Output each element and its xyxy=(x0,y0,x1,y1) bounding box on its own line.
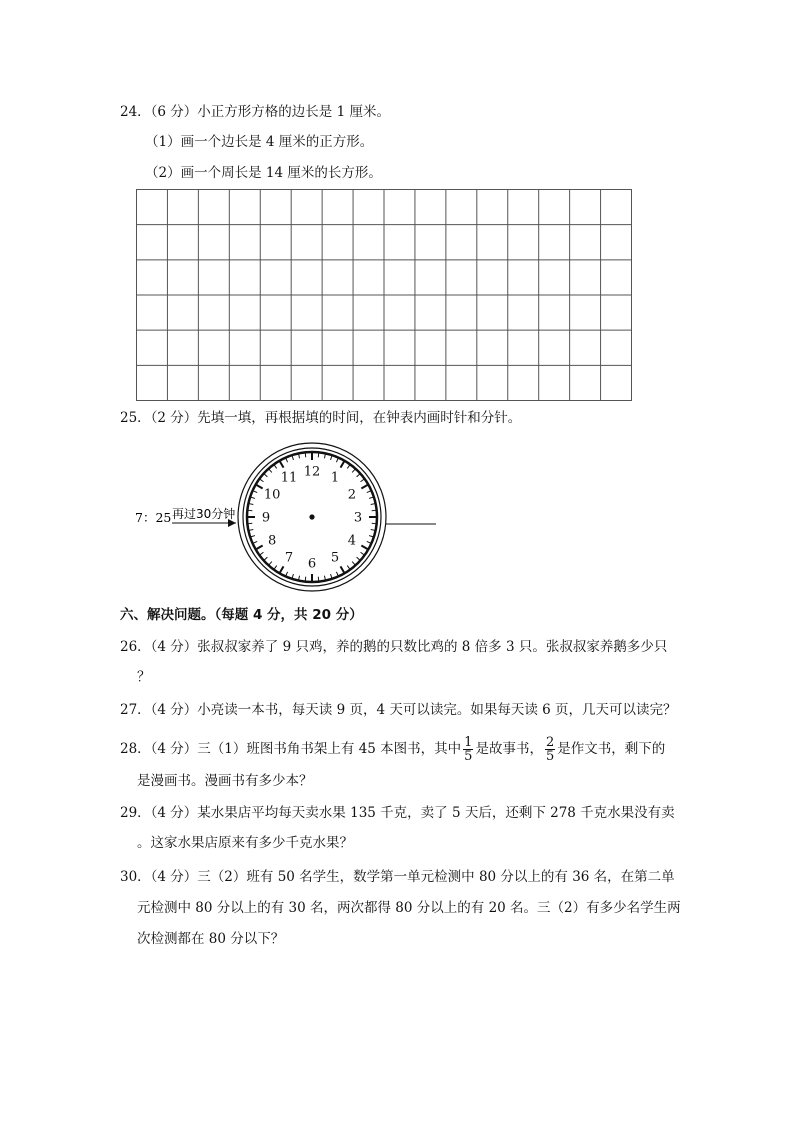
clock-number: 6 xyxy=(307,556,317,572)
clock-face[interactable] xyxy=(238,443,386,591)
q30-line3: 次检测都在 80 分以下？ xyxy=(137,931,285,947)
fraction-two-fifths: $\frac{2}{5}$ xyxy=(545,735,555,764)
q25-title: 25．（2 分）先填一填，再根据填的时间，在钟表内画时针和分针。 xyxy=(120,410,522,426)
clock-number: 11 xyxy=(280,470,298,486)
clock-number: 4 xyxy=(347,533,356,549)
clock-figure xyxy=(130,440,450,595)
clock-question xyxy=(130,440,450,595)
fraction-one-fifth: $\frac{1}{5}$ xyxy=(464,735,473,764)
clock-number: 3 xyxy=(353,510,363,526)
q24-sub2: （2）画一个周长是 14 厘米的长方形。 xyxy=(145,165,382,181)
q27-line1: 27．（4 分）小亮读一本书，每天读 9 页，4 天可以读完。如果每天读 6 页，几天可以读完？ xyxy=(120,702,677,718)
clock-number: 7 xyxy=(284,550,294,566)
q24-title: 24．（6 分）小正方形方格的边长是 1 厘米。 xyxy=(120,104,390,120)
q28-part-c: 是作文书，剩下的 xyxy=(557,741,666,757)
start-time-label: 7：25 xyxy=(135,510,172,525)
q26-line2: ？ xyxy=(137,669,151,685)
clock-number: 12 xyxy=(303,464,321,480)
clock-number: 1 xyxy=(330,470,340,486)
q28-line1 xyxy=(120,736,665,763)
q28-line2: 是漫画书。漫画书有多少本？ xyxy=(137,773,313,789)
q24-sub1: （1）画一个边长是 4 厘米的正方形。 xyxy=(145,134,374,150)
clock-number: 8 xyxy=(268,533,277,549)
q28-part-a: 28．（4 分）三（1）班图书角书架上有 45 本图书，其中 xyxy=(120,741,462,757)
clock-number: 9 xyxy=(261,510,271,526)
q28-part-b: 是故事书， xyxy=(475,741,543,757)
clock-center xyxy=(309,514,314,519)
arrow-label: 再过30分钟 xyxy=(172,507,236,521)
square-grid[interactable] xyxy=(136,189,632,401)
q29-line1: 29．（4 分）某水果店平均每天卖水果 135 千克，卖了 5 天后，还剩下 278 千克水果没有卖 xyxy=(120,805,675,821)
q29-line2: 。这家水果店原来有多少千克水果？ xyxy=(137,835,353,851)
q26-line1: 26．（4 分）张叔叔家养了 9 只鸡，养的鹅的只数比鸡的 8 倍多 3 只。张叔叔家养鹅多少只 xyxy=(120,639,668,655)
clock-number: 2 xyxy=(347,487,356,503)
q30-line2: 元检测中 80 分以上的有 30 名，两次都得 80 分以上的有 20 名。三（2）有多少名学生两 xyxy=(137,900,681,916)
section6-heading: 六、解决问题。（每题 4 分，共 20 分） xyxy=(120,607,363,623)
clock-number: 10 xyxy=(263,487,281,503)
clock-number: 5 xyxy=(330,550,340,566)
q30-line1: 30．（4 分）三（2）班有 50 名学生，数学第一单元检测中 80 分以上的有 36 名，在第二单 xyxy=(120,869,675,885)
